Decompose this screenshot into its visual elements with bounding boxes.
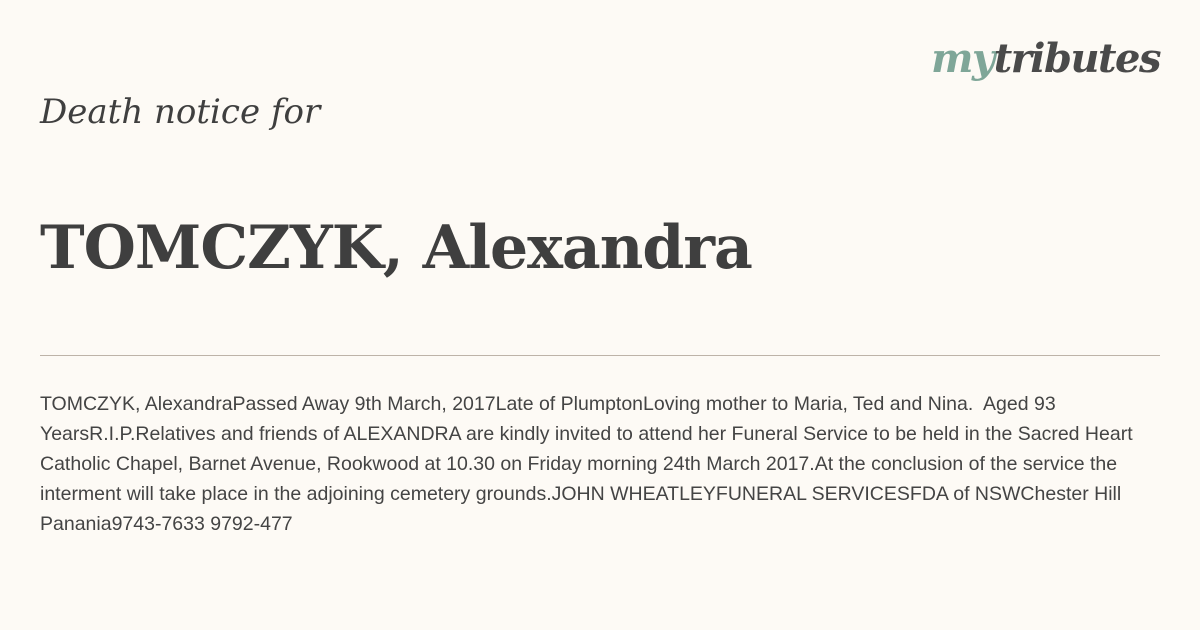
logo-part-tributes: tributes bbox=[993, 35, 1160, 82]
notice-kicker: Death notice for bbox=[40, 92, 321, 132]
mytributes-logo[interactable] bbox=[931, 34, 1160, 84]
divider bbox=[40, 355, 1160, 356]
logo-part-my: my bbox=[931, 35, 994, 82]
notice-body: TOMCZYK, AlexandraPassed Away 9th March, 2017Late of PlumptonLoving mother to Maria, Ted and Nina. Aged 93 YearsR.I.P.Relatives and friends of ALEXANDRA are kindly invited to attend her Funeral Service to be held in the Sacred Heart Catholic Chapel, Barnet Avenue, Rookwood at 10.30 on Friday morning 24th March 2017.At the conclusion of the service the interment will take place in the adjoining cemetery grounds.JOHN WHEATLEYFUNERAL SERVICESFDA of NSWChester Hill Panania9743-7633 9792-477 bbox=[40, 393, 1139, 535]
deceased-name: TOMCZYK, Alexandra bbox=[40, 213, 752, 283]
